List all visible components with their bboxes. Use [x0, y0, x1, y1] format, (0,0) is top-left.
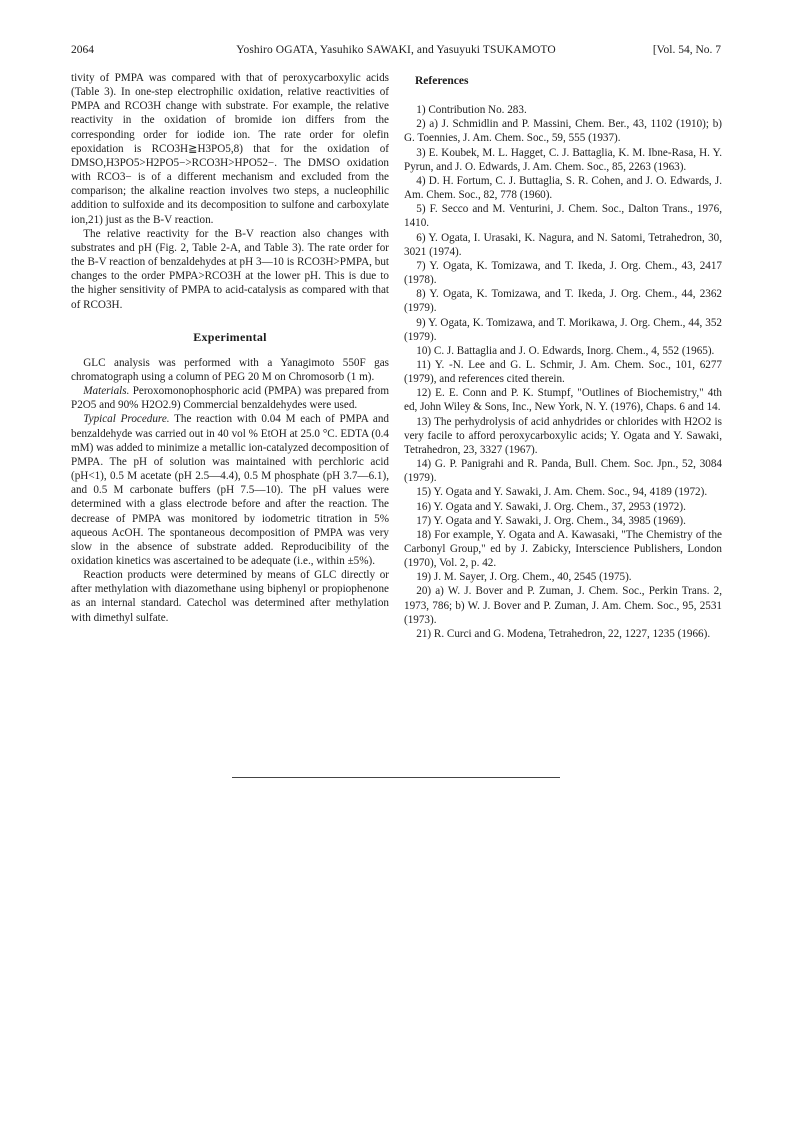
reference-item: 16) Y. Ogata and Y. Sawaki, J. Org. Chem., 37, 2953 (1972).	[416, 500, 686, 513]
running-authors: Yoshiro OGATA, Yasuhiko SAWAKI, and Yasuyuki TSUKAMOTO	[236, 44, 556, 56]
reference-item: 5) F. Secco and M. Venturini, J. Chem. Soc., Dalton Trans., 1976, 1410.	[404, 203, 722, 230]
procedure-label: Typical Procedure.	[83, 413, 170, 426]
reference-item: 12) E. E. Conn and P. K. Stumpf, "Outlines of Biochemistry," 4th ed, John Wiley & Sons, Inc., New York, N. Y. (1976), Chaps. 6 and 14.	[404, 387, 722, 414]
reference-item: 9) Y. Ogata, K. Tomizawa, and T. Morikawa, J. Org. Chem., 44, 352 (1979).	[404, 316, 722, 343]
reference-item: 3) E. Koubek, M. L. Hagget, C. J. Battaglia, K. M. Ibne-Rasa, H. Y. Pyrun, and J. O. Edwards, J. Am. Chem. Soc., 85, 2263 (1963).	[404, 146, 722, 173]
volume-info: [Vol. 54, No. 7	[652, 44, 721, 56]
reference-item: 17) Y. Ogata and Y. Sawaki, J. Org. Chem., 34, 3985 (1969).	[416, 514, 686, 527]
materials-label: Materials.	[83, 385, 130, 398]
page-header	[71, 44, 721, 60]
body-paragraph: Reaction products were determined by means of GLC directly or after methylation with diazomethane using biphenyl or propiophenone as an internal standard. Catechol was determined after methylation with dimethyl sulfate.	[71, 569, 389, 624]
left-column	[71, 71, 389, 625]
reference-item: 2) a) J. Schmidlin and P. Massini, Chem. Ber., 43, 1102 (1910); b) G. Toennies, J. Am. Chem. Soc., 59, 555 (1937).	[404, 118, 722, 145]
reference-item: 21) R. Curci and G. Modena, Tetrahedron, 22, 1227, 1235 (1966).	[416, 627, 711, 640]
body-paragraph: tivity of PMPA was compared with that of peroxycarboxylic acids (Table 3). In one-step electrophilic oxidation, relative reactivities of PMPA and RCO3H change with substrate. For example, the relative reactivity in the oxidation of bromide ion differs from the corresponding order for iodide ion. The rate order for olefin epoxidation is RCO3H≧H3PO5,8) that for the oxidation of DMSO,H3PO5>H2PO5−>RCO3H>HPO52−. The DMSO oxidation with RCO3− is of a different mechanism and excluded from the comparison; the alkaline reaction involves two steps, a nucleophilic addition to sulfoxide and its decomposition to sulfone and carboxylate ion,21) just as the B-V reaction.	[71, 72, 389, 226]
reference-item: 8) Y. Ogata, K. Tomizawa, and T. Ikeda, J. Org. Chem., 44, 2362 (1979).	[404, 288, 722, 315]
reference-item: 14) G. P. Panigrahi and R. Panda, Bull. Chem. Soc. Jpn., 52, 3084 (1979).	[404, 458, 722, 485]
body-paragraph: The relative reactivity for the B-V reaction also changes with substrates and pH (Fig. 2, Table 2-A, and Table 3). The rate order for the B-V reaction of benzaldehydes at pH 3—10 is RCO3H>PMPA, but changes to the order PMPA>RCO3H at the lower pH. This is due to the higher sensitivity of PMPA to acid-catalysis as compared with that of RCO3H.	[71, 227, 389, 311]
reference-item: 19) J. M. Sayer, J. Org. Chem., 40, 2545 (1975).	[416, 571, 632, 584]
reference-item: 20) a) W. J. Bover and P. Zuman, J. Chem. Soc., Perkin Trans. 2, 1973, 786; b) W. J. Bover and P. Zuman, J. Am. Chem. Soc., 95, 2531 (1973).	[404, 585, 722, 626]
references-column	[404, 71, 722, 641]
reference-item: 1) Contribution No. 283.	[416, 104, 527, 117]
procedure-text: The reaction with 0.04 M each of PMPA and benzaldehyde was carried out in 40 vol % EtOH at 25.0 °C. EDTA (0.4 mM) was added to minimize a metallic ion-catalyzed decomposition of PMPA. The pH of solution was maintained with perchloric acid (pH<1), 0.5 M acetate (pH 2.5—4.4), 0.5 M phosphate (pH 3.7—6.1), and 0.5 M carbonate buffers (pH 7.5—10). The pH values were determined with a glass electrode before and after the reaction. The decrease of PMPA was monitored by iodometric titration in 5% aqueous AcOH. The spontaneous decomposition of PMPA was very slow in the absence of substrate added. Reproducibility of the oxidation kinetics was ascertained to be adequate (i.e., within ±5%).	[71, 413, 389, 567]
reference-item: 6) Y. Ogata, I. Urasaki, K. Nagura, and N. Satomi, Tetrahedron, 30, 3021 (1974).	[404, 231, 722, 258]
references-title: References	[415, 75, 469, 87]
end-rule	[232, 777, 560, 778]
materials-paragraph	[71, 384, 389, 412]
reference-item: 13) The perhydrolysis of acid anhydrides or chlorides with H2O2 is very facile to afford peroxycarboxylic acids; Y. Ogata and Y. Sawaki, Tetrahedron, 23, 3327 (1967).	[404, 415, 722, 456]
reference-item: 7) Y. Ogata, K. Tomizawa, and T. Ikeda, J. Org. Chem., 43, 2417 (1978).	[404, 259, 722, 287]
section-title-experimental: Experimental	[193, 329, 267, 344]
reference-item: 15) Y. Ogata and Y. Sawaki, J. Am. Chem. Soc., 94, 4189 (1972).	[416, 486, 708, 499]
body-paragraph: GLC analysis was performed with a Yanagimoto 550F gas chromatograph using a column of PEG 20 M on Chromosorb (1 m).	[71, 356, 389, 383]
reference-item: 18) For example, Y. Ogata and A. Kawasaki, "The Chemistry of the Carbonyl Group," ed by J. Zabicky, Interscience Publishers, London (1970), Vol. 2, p. 42.	[404, 528, 722, 570]
reference-item: 4) D. H. Fortum, C. J. Buttaglia, S. R. Cohen, and J. O. Edwards, J. Am. Chem. Soc., 82, 778 (1960).	[404, 174, 722, 202]
materials-text: Peroxomonophosphoric acid (PMPA) was prepared from P2O5 and 90% H2O2.9) Commercial benzaldehydes were used.	[71, 385, 389, 412]
page-number: 2064	[71, 44, 94, 56]
reference-item: 11) Y. -N. Lee and G. L. Schmir, J. Am. Chem. Soc., 101, 6277 (1979), and references cited therein.	[404, 358, 722, 386]
procedure-paragraph	[71, 412, 389, 568]
reference-item: 10) C. J. Battaglia and J. O. Edwards, Inorg. Chem., 4, 552 (1965).	[416, 344, 715, 357]
